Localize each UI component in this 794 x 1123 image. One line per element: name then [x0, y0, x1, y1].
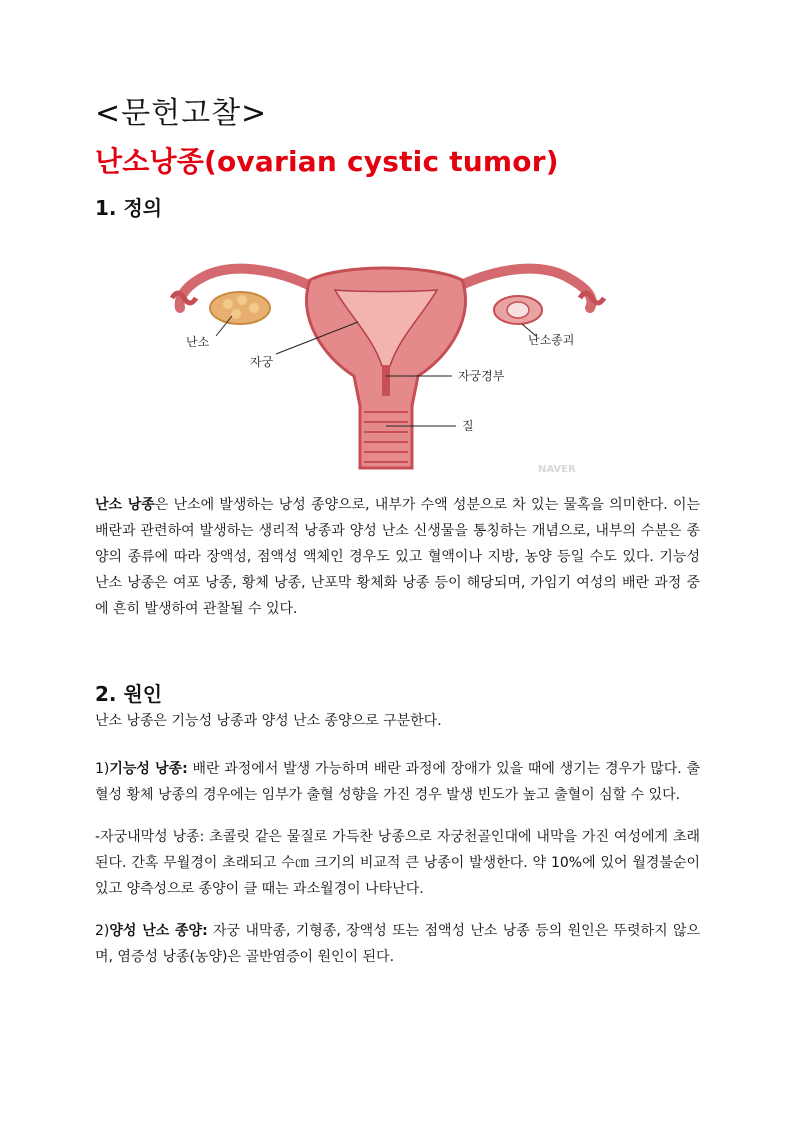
definition-text: 은 난소에 발생하는 낭성 종양으로, 내부가 수액 성분으로 차 있는 물혹을 의미한다. 이는 배란과 관련하여 발생하는 생리적 낭종과 양성 난소 신생물을 통칭하는 개념으로, 내부의 수분은 종양의 종류에 따라 장액성, 점액성 액체인 경우도 있고 혈액이나 지방, 농양 등일 수도 있다. 기능성 난소 낭종은 여포 낭종, 황체 낭종, 난포막 황체화 낭종 등이 해당되며, 가임기 여성의 배란 과정 중에 흔히 발생하여 관찰될 수 있다.: [95, 497, 700, 617]
label-uterus: 자궁: [250, 355, 274, 369]
endometrioma-text: 초콜릿 같은 물질로 가득찬 낭종으로 자궁천골인대에 내막을 가진 여성에게 초래된다. 간혹 무월경이 초래되고 수㎝ 크기의 비교적 큰 낭종이 발생한다. 약 10%에 있어 월경불순이 있고 양측성으로 종양이 클 때는 과소월경이 나타난다.: [95, 829, 700, 897]
endometrioma-term: -자궁내막성 낭종:: [95, 829, 205, 845]
definition-term: 난소 낭종: [95, 497, 155, 513]
definition-paragraph: [95, 492, 700, 622]
label-cervix: 자궁경부: [458, 369, 505, 383]
label-vagina: 질: [462, 419, 474, 433]
section-heading-cause: 2. 원인: [95, 682, 163, 706]
functional-text: 배란 과정에서 발생 가능하며 배란 과정에 장애가 있을 때에 생기는 경우가 많다. 출혈성 황체 낭종의 경우에는 임부가 출혈 성향을 가진 경우 발생 빈도가 높고 출혈이 심할 수 있다.: [95, 761, 700, 803]
benign-term: 양성 난소 종양:: [109, 923, 208, 939]
uterus-anatomy-figure: [150, 236, 620, 482]
label-ovarian-tumor: 난소종괴: [528, 333, 575, 347]
benign-tumor-paragraph: [95, 918, 700, 970]
label-ovary: 난소: [186, 335, 210, 349]
ovarian-mass-shape: [507, 302, 529, 318]
functional-term: 기능성 낭종:: [109, 761, 188, 777]
section-heading-definition: 1. 정의: [95, 196, 163, 220]
functional-cyst-paragraph: [95, 756, 700, 808]
cause-intro: 난소 낭종은 기능성 낭종과 양성 난소 종양으로 구분한다.: [95, 713, 442, 729]
functional-prefix: 1): [95, 761, 110, 777]
cervical-canal: [382, 366, 390, 396]
topic-title: 난소낭종(ovarian cystic tumor): [95, 145, 559, 178]
watermark-logo: NAVER: [538, 464, 576, 475]
benign-prefix: 2): [95, 923, 110, 939]
uterus-anatomy-illustration: [150, 236, 620, 482]
endometrioma-paragraph: [95, 824, 700, 902]
document-title: <문헌고찰>: [95, 96, 268, 131]
benign-text: 자궁 내막종, 기형종, 장액성 또는 점액성 난소 낭종 등의 원인은 뚜렷하지 않으며, 염증성 낭종(농양)은 골반염증이 원인이 된다.: [95, 923, 700, 965]
